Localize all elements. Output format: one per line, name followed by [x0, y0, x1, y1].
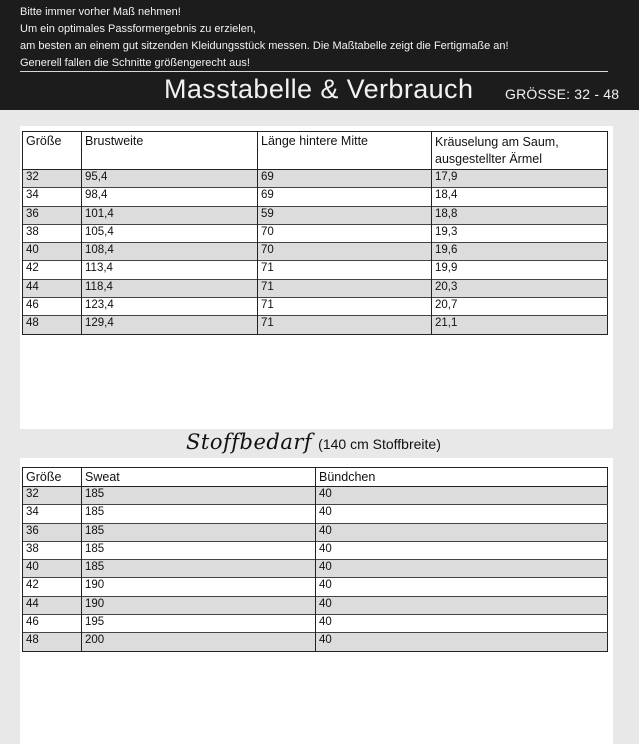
table-cell: 40 [316, 523, 608, 541]
table-cell: 40 [23, 243, 82, 261]
intro-line: Um ein optimales Passformergebnis zu erzielen, [20, 23, 256, 35]
header-divider [20, 71, 608, 72]
table-cell: 105,4 [82, 224, 258, 242]
table-cell: 36 [23, 523, 82, 541]
table-cell: 44 [23, 279, 82, 297]
table-cell: 70 [258, 224, 432, 242]
table-row [23, 224, 608, 242]
table-cell: 19,3 [432, 224, 608, 242]
table-cell: 34 [23, 505, 82, 523]
table-cell: 95,4 [82, 170, 258, 188]
table-cell: 40 [316, 596, 608, 614]
table-row [23, 523, 608, 541]
table-cell: 40 [23, 560, 82, 578]
table-cell: 195 [82, 615, 316, 633]
table-cell: 123,4 [82, 298, 258, 316]
table-cell: 46 [23, 298, 82, 316]
table-cell: 38 [23, 224, 82, 242]
column-header-kraeuselung: Kräuselung am Saum, ausgestellter Ärmel [432, 132, 608, 170]
table-row [23, 188, 608, 206]
size-range-label: GRÖSSE: 32 - 48 [505, 86, 620, 102]
table-cell: 36 [23, 206, 82, 224]
table-cell: 98,4 [82, 188, 258, 206]
table-cell: 71 [258, 316, 432, 334]
table-cell: 40 [316, 578, 608, 596]
column-header-groesse: Größe [23, 468, 82, 487]
table-row [23, 487, 608, 505]
column-header-sweat: Sweat [82, 468, 316, 487]
table-cell: 46 [23, 615, 82, 633]
table-cell: 40 [316, 541, 608, 559]
size-table [22, 131, 608, 335]
table-cell: 190 [82, 578, 316, 596]
table-cell: 113,4 [82, 261, 258, 279]
table-cell: 200 [82, 633, 316, 651]
fabric-heading-script: Stoffbedarf [186, 430, 313, 454]
table-cell: 69 [258, 170, 432, 188]
table-cell: 42 [23, 261, 82, 279]
table-row [23, 596, 608, 614]
table-cell: 190 [82, 596, 316, 614]
intro-line: Generell fallen die Schnitte größengerecht aus! [20, 57, 250, 69]
table-cell: 118,4 [82, 279, 258, 297]
page-title: Masstabelle & Verbrauch [164, 74, 474, 104]
table-header-row [23, 468, 608, 487]
table-cell: 70 [258, 243, 432, 261]
column-header-laenge: Länge hintere Mitte [258, 132, 432, 170]
table-row [23, 505, 608, 523]
column-header-groesse: Größe [23, 132, 82, 170]
fabric-table [22, 467, 608, 652]
table-cell: 17,9 [432, 170, 608, 188]
table-row [23, 316, 608, 334]
table-cell: 38 [23, 541, 82, 559]
table-row [23, 206, 608, 224]
header-band [0, 0, 639, 110]
table-cell: 19,9 [432, 261, 608, 279]
table-cell: 44 [23, 596, 82, 614]
table-cell: 40 [316, 505, 608, 523]
table-cell: 129,4 [82, 316, 258, 334]
column-header-brustweite: Brustweite [82, 132, 258, 170]
table-cell: 71 [258, 261, 432, 279]
table-cell: 32 [23, 170, 82, 188]
table-cell: 20,3 [432, 279, 608, 297]
table-cell: 59 [258, 206, 432, 224]
table-cell: 34 [23, 188, 82, 206]
table-row [23, 170, 608, 188]
table-cell: 19,6 [432, 243, 608, 261]
table-cell: 48 [23, 633, 82, 651]
table-cell: 18,8 [432, 206, 608, 224]
table-cell: 101,4 [82, 206, 258, 224]
table-row [23, 261, 608, 279]
table-cell: 71 [258, 298, 432, 316]
table-cell: 40 [316, 633, 608, 651]
table-row [23, 298, 608, 316]
table-cell: 32 [23, 487, 82, 505]
fabric-heading-subtitle: (140 cm Stoffbreite) [318, 436, 441, 452]
table-cell: 21,1 [432, 316, 608, 334]
table-row [23, 560, 608, 578]
table-row [23, 243, 608, 261]
table-cell: 42 [23, 578, 82, 596]
table-cell: 185 [82, 523, 316, 541]
column-header-buendchen: Bündchen [316, 468, 608, 487]
table-cell: 69 [258, 188, 432, 206]
table-row [23, 633, 608, 651]
table-cell: 20,7 [432, 298, 608, 316]
table-cell: 185 [82, 487, 316, 505]
table-cell: 18,4 [432, 188, 608, 206]
table-row [23, 615, 608, 633]
table-cell: 185 [82, 560, 316, 578]
table-row [23, 578, 608, 596]
intro-line: Bitte immer vorher Maß nehmen! [20, 6, 181, 18]
table-row [23, 541, 608, 559]
table-cell: 40 [316, 560, 608, 578]
table-cell: 40 [316, 487, 608, 505]
table-cell: 185 [82, 505, 316, 523]
table-cell: 108,4 [82, 243, 258, 261]
table-header-row [23, 132, 608, 170]
fabric-heading [186, 430, 441, 458]
table-cell: 185 [82, 541, 316, 559]
table-cell: 71 [258, 279, 432, 297]
intro-line: am besten an einem gut sitzenden Kleidungsstück messen. Die Maßtabelle zeigt die Fertigmaße an! [20, 40, 509, 52]
table-row [23, 279, 608, 297]
intro-text [20, 4, 509, 72]
table-cell: 40 [316, 615, 608, 633]
table-cell: 48 [23, 316, 82, 334]
